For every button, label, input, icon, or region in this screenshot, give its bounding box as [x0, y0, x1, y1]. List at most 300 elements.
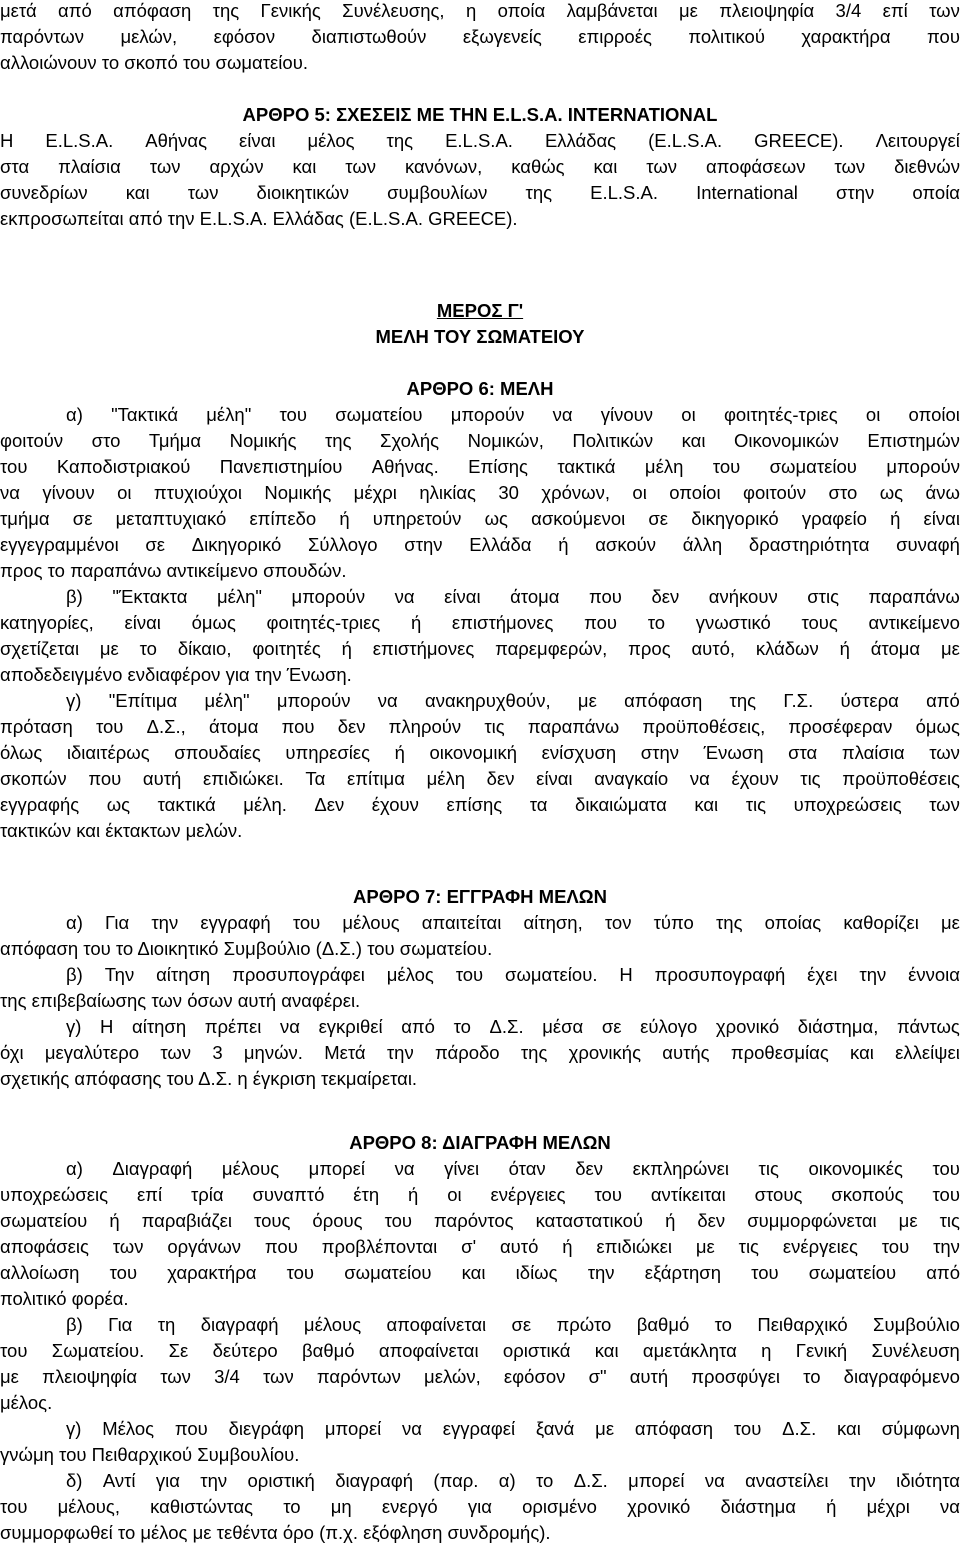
word: επιδιώκει — [596, 1236, 672, 1257]
body-line — [0, 766, 960, 792]
word: International — [696, 182, 798, 203]
word: Πολιτικών — [572, 430, 654, 451]
word: αμετάκλητα — [642, 1340, 737, 1361]
word: μπορούν — [291, 586, 366, 607]
word: "Έκτακτα — [112, 586, 188, 607]
word: της — [325, 430, 352, 451]
word: Νομικής — [264, 482, 332, 503]
word: τις — [738, 1236, 759, 1257]
word: και — [850, 1042, 874, 1063]
word: εφόσον — [213, 26, 276, 47]
body-line — [0, 1494, 960, 1520]
word: αίτηση — [156, 964, 211, 985]
word: των — [834, 156, 866, 177]
word: του — [286, 1262, 315, 1283]
word: μέλη. — [243, 794, 287, 815]
word: της — [386, 130, 414, 151]
word: τις — [800, 768, 821, 789]
word: οποίοι — [908, 404, 960, 425]
word: με — [940, 912, 960, 933]
word: Δ.Σ. — [489, 1016, 524, 1037]
word: δεν — [575, 1158, 604, 1179]
word: εγγραφής — [0, 794, 80, 815]
part-subheading: ΜΕΛΗ ΤΟΥ ΣΩΜΑΤΕΙΟΥ — [375, 326, 585, 347]
word: εφόσον — [503, 1366, 566, 1387]
word: του — [594, 1184, 622, 1205]
word: των — [112, 1236, 144, 1257]
word: οι — [632, 482, 647, 503]
word: σχετίζεται — [0, 638, 80, 659]
word: τις — [939, 1210, 960, 1231]
word: χαρακτήρα — [801, 26, 891, 47]
word: και — [837, 1418, 861, 1439]
word: σε — [601, 1016, 622, 1037]
word: σωματείου — [0, 1210, 88, 1231]
body-line — [0, 714, 960, 740]
word: Γ.Σ. — [783, 690, 814, 711]
word: άτομα — [870, 638, 921, 659]
word: β) — [66, 586, 83, 607]
word: Για — [108, 1314, 133, 1335]
body-line — [0, 154, 960, 180]
word: δεν — [697, 1210, 726, 1231]
word: χρονικό — [627, 1496, 691, 1517]
word: από — [58, 0, 92, 21]
word: απόφαση — [113, 0, 192, 21]
word: έτη — [353, 1184, 380, 1205]
word: το — [283, 1496, 301, 1517]
word: πάντως — [896, 1016, 960, 1037]
word: συνεδρίων — [0, 182, 88, 203]
word: προϋποθέσεις, — [642, 716, 766, 737]
part-heading — [0, 298, 960, 324]
body-line — [0, 1260, 960, 1286]
word: τύπο — [653, 912, 694, 933]
word: Ένωση — [703, 742, 764, 763]
word: είναι — [124, 612, 161, 633]
word: τις — [484, 716, 505, 737]
word: γίνουν — [600, 404, 654, 425]
word: στην — [836, 182, 875, 203]
word: ως — [484, 508, 508, 529]
body-line — [0, 1416, 960, 1442]
word: Καποδιστριακού — [56, 456, 191, 477]
word: που — [281, 716, 315, 737]
word: καθορίζει — [843, 912, 919, 933]
word: παραπάνω — [527, 716, 620, 737]
word: του — [95, 716, 124, 737]
word: σ' — [461, 1236, 477, 1257]
word: και — [593, 156, 618, 177]
word: συμβουλίων — [387, 182, 488, 203]
word: οριστικά — [502, 1340, 571, 1361]
word: καθιστώντας — [150, 1496, 254, 1517]
word: βαθμό — [636, 1314, 690, 1335]
word: μέλους — [342, 912, 400, 933]
word: τις — [758, 1158, 779, 1179]
body-line: γνώμη του Πειθαρχικού Συμβουλίου. — [0, 1444, 300, 1465]
word: οι — [681, 404, 696, 425]
word: έννοια — [908, 964, 960, 985]
word: επιδιώκει. — [202, 768, 284, 789]
word: μελών, — [120, 26, 178, 47]
word: μπορούν — [276, 690, 351, 711]
word: αυτή — [629, 1366, 669, 1387]
word: διάστημα — [720, 1496, 796, 1517]
word: τους — [801, 612, 838, 633]
word: μπορούν — [886, 456, 960, 477]
word: έχει — [807, 964, 838, 985]
word: είναι — [923, 508, 960, 529]
word: σκοπών — [0, 768, 67, 789]
word: προς — [628, 638, 671, 659]
word: μπορεί — [628, 1470, 685, 1491]
word: α) — [66, 1158, 83, 1179]
word: "Τακτικά — [111, 404, 179, 425]
word: του — [733, 1418, 762, 1439]
word: που — [88, 768, 122, 789]
word: επίπεδο — [249, 508, 317, 529]
word: μέλος — [386, 964, 434, 985]
word: που — [174, 1418, 208, 1439]
word: δεν — [486, 768, 515, 789]
word: της — [520, 1042, 548, 1063]
word: με — [99, 638, 119, 659]
word: επί — [136, 1184, 163, 1205]
word: όμως — [915, 716, 960, 737]
body-line: μέλος. — [0, 1392, 53, 1413]
word: και — [694, 794, 719, 815]
word: πολιτικού — [688, 26, 765, 47]
word: 3 — [212, 1042, 223, 1063]
body-line — [0, 506, 960, 532]
word: που — [264, 1236, 298, 1257]
word: μη — [330, 1496, 352, 1517]
word: μέλος — [307, 130, 355, 151]
word: με — [678, 0, 698, 21]
word: το — [647, 612, 666, 633]
body-line — [0, 1312, 960, 1338]
word: διεγράφη — [228, 1418, 305, 1439]
word: παραβιάζει — [141, 1210, 233, 1231]
word: εξωγενείς — [462, 26, 542, 47]
word: ή — [408, 1184, 419, 1205]
word: τη — [157, 1314, 176, 1335]
word: εκπληρώνει — [632, 1158, 729, 1179]
word: σωματείου — [344, 1262, 432, 1283]
body-line — [0, 180, 960, 206]
word: βαθμό — [302, 1340, 355, 1361]
word: δ) — [66, 1470, 83, 1491]
word: παρόντος — [434, 1210, 514, 1231]
word: οργάνων — [167, 1236, 242, 1257]
word: διάστημα, — [797, 1016, 879, 1037]
body-line — [0, 1234, 960, 1260]
word: του — [292, 912, 321, 933]
word: των — [929, 794, 960, 815]
word: Επίσης — [468, 456, 528, 477]
word: οι — [447, 1184, 462, 1205]
word: υπηρεσίες — [285, 742, 371, 763]
word: οικονομική — [429, 742, 518, 763]
word: δεν — [651, 586, 680, 607]
word: Δ.Σ., — [146, 716, 186, 737]
word: β) — [66, 1314, 83, 1335]
article-8-title: ΑΡΘΡΟ 8: ΔΙΑΓΡΑΦΗ ΜΕΛΩΝ — [349, 1132, 611, 1153]
word: συμμορφώνεται — [747, 1210, 877, 1231]
word: γνωστικό — [695, 612, 771, 633]
word: απόφαση — [634, 1418, 714, 1439]
word: οποία — [912, 182, 960, 203]
word: Αντί — [102, 1470, 136, 1491]
word: χρονικό — [715, 1016, 780, 1037]
word: την — [848, 1470, 876, 1491]
word: Την — [104, 964, 135, 985]
word: σκοπούς — [831, 1184, 904, 1205]
word: όμως — [191, 612, 236, 633]
word: αναστείλει — [745, 1470, 829, 1491]
word: εγγραφή — [200, 912, 271, 933]
word: πρώτο — [556, 1314, 612, 1335]
word: τμήμα — [0, 508, 50, 529]
body-line — [0, 532, 960, 558]
word: α) — [498, 1470, 516, 1491]
word: του — [932, 1158, 960, 1179]
word: διοικητικών — [256, 182, 350, 203]
word: επίσης — [446, 794, 503, 815]
word: στην — [404, 534, 443, 555]
word: μπορούν — [450, 404, 525, 425]
word: μεταπτυχιακό — [115, 508, 227, 529]
word: Δ.Σ. — [573, 1470, 608, 1491]
word: μέχρι — [353, 482, 397, 503]
word: ξανά — [535, 1418, 575, 1439]
word: και — [681, 430, 706, 451]
body-line — [0, 24, 960, 50]
word: γ) — [66, 1016, 82, 1037]
word: Μετά — [324, 1042, 366, 1063]
word: αυτή — [142, 768, 182, 789]
word: της — [729, 690, 757, 711]
word: προϋποθέσεις — [842, 768, 960, 789]
word: αποφαίνεται — [378, 1340, 479, 1361]
word: είναι — [444, 586, 481, 607]
word: Συνέλευση — [871, 1340, 960, 1361]
word: οικονομικές — [808, 1158, 903, 1179]
word: μπορεί — [308, 1158, 366, 1179]
body-line: της επιβεβαίωσης των όσων αυτή αναφέρει. — [0, 990, 361, 1011]
word: E.L.S.A. — [590, 182, 658, 203]
word: την — [933, 1236, 960, 1257]
body-line: συμμορφωθεί το μέλος με τεθέντα όρο (π.χ. εξόφληση συνδρομής). — [0, 1522, 551, 1543]
word: ή — [839, 638, 850, 659]
word: χαρακτήρα — [167, 1262, 257, 1283]
word: χρονικής — [568, 1042, 641, 1063]
word: πληρούν — [388, 716, 462, 737]
word: που — [927, 26, 960, 47]
word: προθεσμίας — [730, 1042, 829, 1063]
word: το — [453, 1016, 471, 1037]
word: ιδίως — [515, 1262, 558, 1283]
word: 3/4 — [214, 1366, 240, 1387]
word: σωματείου — [769, 456, 857, 477]
word: αρχών — [209, 156, 264, 177]
word: Νομικών, — [467, 430, 544, 451]
word: να — [377, 690, 398, 711]
word: του — [384, 1210, 413, 1231]
word: μπορεί — [324, 1418, 382, 1439]
word: Νομικής — [229, 430, 297, 451]
word: σπουδαίες — [174, 742, 261, 763]
word: απόφαση — [624, 690, 703, 711]
word: Τμήμα — [148, 430, 202, 451]
word: για — [155, 1470, 180, 1491]
word: παρόντων — [316, 1366, 401, 1387]
word: μέλη — [426, 768, 466, 789]
word: (παρ. — [433, 1470, 479, 1491]
word: α) — [66, 912, 83, 933]
word: με — [595, 1418, 615, 1439]
word: στα — [788, 742, 818, 763]
word: γραφείο — [801, 508, 867, 529]
word: προσυπογραφή — [654, 964, 786, 985]
word: ιδιαιτέρως — [66, 742, 150, 763]
word: δεν — [337, 716, 366, 737]
word: προσφύγει — [691, 1366, 781, 1387]
word: του — [0, 1340, 28, 1361]
word: σε — [648, 508, 669, 529]
word: ασκούμενοι — [531, 508, 626, 529]
word: Ελλάδας — [544, 130, 617, 151]
word: αυτό, — [691, 638, 736, 659]
word: τρία — [190, 1184, 224, 1205]
word: άτομα — [510, 586, 560, 607]
word: Ελλάδα — [469, 534, 532, 555]
word: E.L.S.A. — [45, 130, 114, 151]
word: σε — [511, 1314, 532, 1335]
word: στο — [828, 482, 858, 503]
word: οποίας — [764, 912, 822, 933]
word: Συνέλευσης, — [342, 0, 445, 21]
word: των — [646, 156, 678, 177]
word: Επιστημών — [867, 430, 960, 451]
word: έχουν — [371, 794, 419, 815]
word: Η — [0, 130, 14, 151]
word: Αθήνας — [145, 130, 208, 151]
word: μηνών. — [243, 1042, 303, 1063]
word: γίνουν — [42, 482, 95, 503]
word: μελών, — [424, 1366, 481, 1387]
word: οποίοι — [669, 482, 721, 503]
word: ή — [826, 1496, 837, 1517]
word: αίτηση, — [523, 912, 583, 933]
word: όχι — [0, 1042, 24, 1063]
word: κλάδων — [755, 638, 819, 659]
word: με — [577, 690, 597, 711]
word: σωματείου — [808, 1262, 897, 1283]
word: ανήκουν — [708, 586, 778, 607]
word: οι — [117, 482, 132, 503]
word: Αθήνας. — [371, 456, 439, 477]
word: χρόνων, — [541, 482, 610, 503]
body-line — [0, 1182, 960, 1208]
word: της — [525, 182, 553, 203]
word: των — [929, 742, 960, 763]
word: αποφαίνεται — [386, 1314, 487, 1335]
word: ή — [341, 638, 352, 659]
body-line — [0, 792, 960, 818]
body-line — [0, 962, 960, 988]
word: γ) — [66, 1418, 82, 1439]
body-line: εκπροσωπείται από την E.L.S.A. Ελλάδας (E.L.S.A. GREECE). — [0, 208, 518, 229]
word: στα — [0, 156, 30, 177]
part-heading-text: ΜΕΡΟΣ Γ' — [436, 300, 524, 321]
body-line — [0, 1156, 960, 1182]
word: όταν — [508, 1158, 546, 1179]
body-line: προς το παραπάνω αντικείμενο σπουδών. — [0, 560, 347, 581]
word: Σε — [168, 1340, 189, 1361]
word: ενίσχυση — [541, 742, 617, 763]
word: των — [149, 156, 181, 177]
word: παρεμφερών, — [495, 638, 608, 659]
word: το — [139, 638, 157, 659]
word: αυτής — [662, 1042, 710, 1063]
word: ή — [665, 1210, 676, 1231]
word: μέχρι — [866, 1496, 910, 1517]
word: καταστατικού — [535, 1210, 644, 1231]
word: αντίκειται — [650, 1184, 726, 1205]
word: των — [160, 1042, 192, 1063]
word: ύστερα — [840, 690, 899, 711]
word: ή — [109, 1210, 120, 1231]
word: του — [881, 1236, 910, 1257]
word: εγγραφεί — [442, 1418, 516, 1439]
word: φοιτητές-τριες — [266, 612, 381, 633]
word: γίνει — [444, 1158, 480, 1179]
body-line — [0, 1014, 960, 1040]
word: είναι — [239, 130, 276, 151]
word: δεύτερο — [212, 1340, 278, 1361]
word: επιρροές — [578, 26, 652, 47]
word: α) — [66, 404, 83, 425]
word: εγκριθεί — [318, 1016, 383, 1037]
word: ή — [394, 742, 405, 763]
word: μέλους, — [57, 1496, 120, 1517]
word: να — [394, 586, 415, 607]
word: τα — [529, 794, 548, 815]
word: να — [394, 1158, 415, 1179]
word: ή — [562, 1236, 573, 1257]
word: να — [0, 482, 20, 503]
body-line — [0, 1040, 960, 1066]
word: διαγραφή — [200, 1314, 279, 1335]
word: μετά — [0, 0, 37, 21]
body-line — [0, 610, 960, 636]
body-line — [0, 1468, 960, 1494]
word: Σχολής — [380, 430, 440, 451]
word: GREECE). — [754, 130, 844, 151]
word: πρόταση — [0, 716, 73, 737]
word: Δικηγορικό — [191, 534, 282, 555]
word: μέλη" — [216, 586, 262, 607]
word: ή — [890, 508, 901, 529]
word: με — [940, 638, 960, 659]
word: ως — [106, 794, 131, 815]
word: Πανεπιστημίου — [219, 456, 343, 477]
word: Σωματείου. — [51, 1340, 145, 1361]
body-line — [0, 1208, 960, 1234]
word: ή — [558, 534, 569, 555]
